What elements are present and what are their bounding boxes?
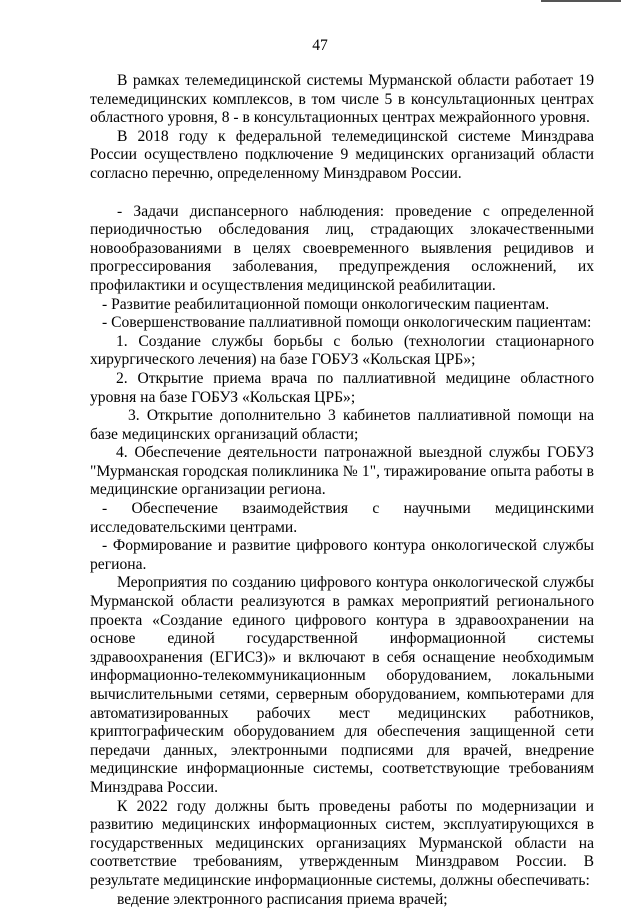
list-item-palliative-reception: 2. Открытие приема врача по паллиативной медицине областного уровня на базе ГОБУЗ «Кольская ЦРБ»; [90,369,594,406]
paragraph-gap [90,184,594,203]
list-item-patronage-service: 4. Обеспечение деятельности патронажной выездной службы ГОБУЗ "Мурманская городская поликлиника № 1", тиражирование опыта работы в медицинские организации региона. [90,444,594,499]
paragraph-rehabilitation: - Развитие реабилитационной помощи онкологическим пациентам. [102,295,550,313]
paragraph-digital-contour: - Формирование и развитие цифрового контура онкологической службы региона. [90,537,594,573]
top-rule-line [541,0,621,2]
page-number: 47 [312,37,328,54]
paragraph-digital-measures: Мероприятия по созданию цифрового контура онкологической службы Мурманской области реализуются в рамках мероприятий регионального проекта «Создание единого цифрового контура в здравоохранении на основе единой государственной информационной системы здравоохранения (ЕГИСЗ)» и включают в себя оснащение необходимым информационно-телекоммуникационным оборудованием, локальными вычислительными сетями, серверным оборудованием, компьютерами для автоматизированных рабочих мест медицинских работников, криптографическим оборудованием для обеспечения защищенной сети передачи данных, электронными подписями для врачей, внедрение медицинские информационные системы, соответствующие требованиям Минздрава России. [90,574,594,796]
paragraph-palliative-care: - Совершенствование паллиативной помощи онкологическим пациентам: [102,314,592,332]
paragraph-federal-connection: В 2018 году к федеральной телемедицинской системе Минздрава России осуществлено подключение 9 медицинских организаций области согласно перечню, определенному Минздравом России. [90,127,594,182]
paragraph-modernization-2022: К 2022 году должны быть проведены работы по модернизации и развитию медицинских информационных систем, эксплуатирующихся в государственных медицинских организациях Мурманской области на соответствие требованиям, утвержденным Минздравом России. В результате медицинские информационные системы, должны обеспечивать: [90,797,594,889]
paragraph-electronic-schedule: ведение электронного расписания приема врачей; [117,890,448,908]
document-body [90,72,594,909]
paragraph-research-centers: - Обеспечение взаимодействия с научными медицинскими исследовательскими центрами. [90,500,594,536]
list-item-palliative-rooms: 3. Открытие дополнительно 3 кабинетов паллиативной помощи на базе медицинских организаций области; [90,407,594,443]
paragraph-dispensary-tasks: - Задачи диспансерного наблюдения: проведение с определенной периодичностью обследования лиц, страдающих злокачественными новообразованиями в целях своевременного выявления рецидивов и прогрессирования заболевания, предупреждения осложнений, их профилактики и осуществления медицинской реабилитации. [90,202,594,294]
paragraph-telemedicine-complexes: В рамках телемедицинской системы Мурманской области работает 19 телемедицинских комплексов, в том числе 5 в консультационных центрах областного уровня, 8 - в консультационных центрах межрайонного уровня. [90,72,594,127]
list-item-pain-service: 1. Создание службы борьбы с болью (технологии стационарного хирургического лечения) на базе ГОБУЗ «Кольская ЦРБ»; [90,332,594,369]
